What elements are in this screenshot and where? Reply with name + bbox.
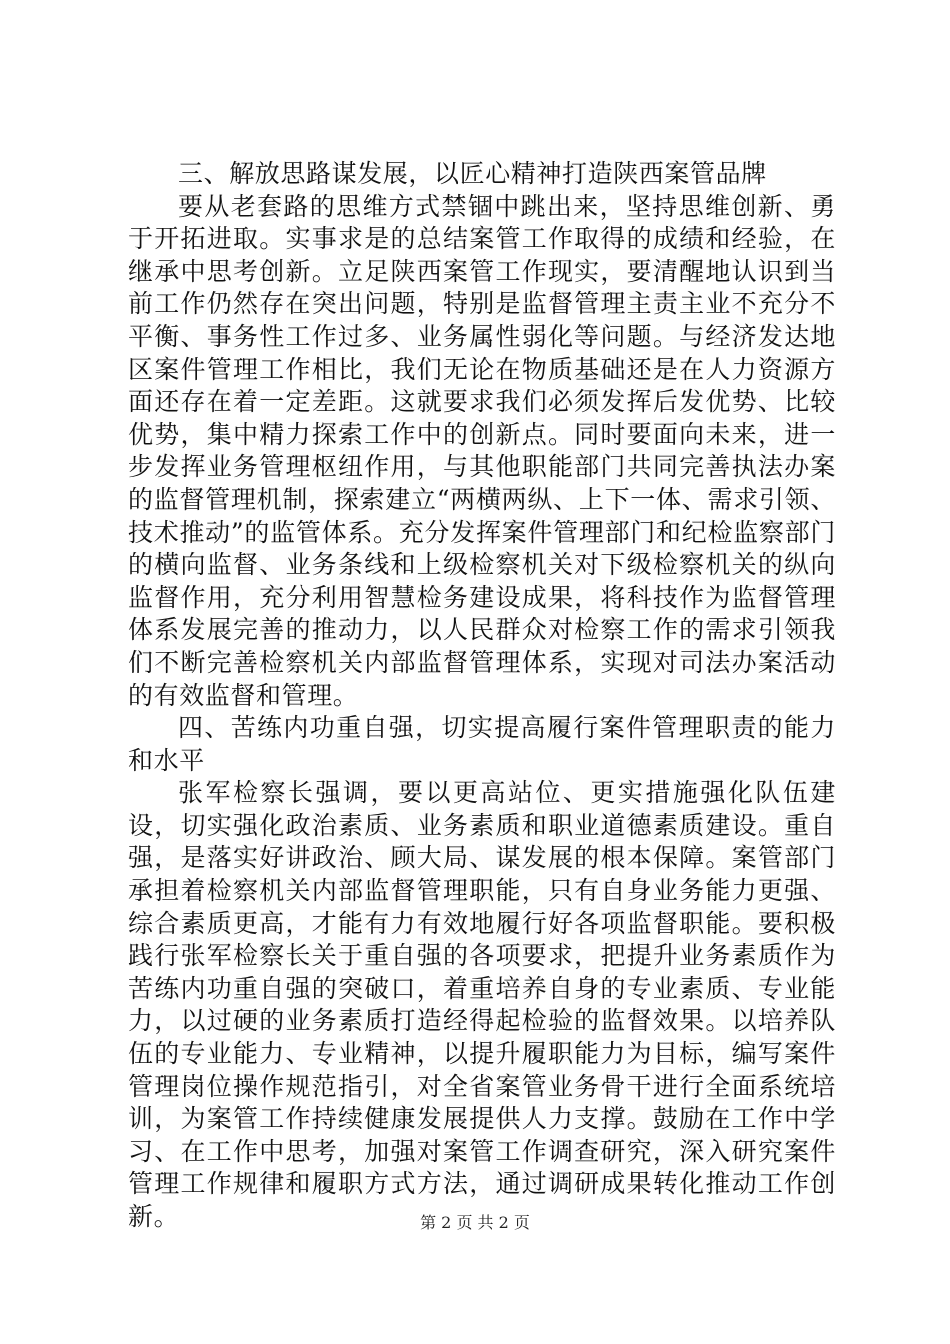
section-heading-3: 三、解放思路谋发展，以匠心精神打造陕西案管品牌 (178, 159, 767, 188)
document-body (128, 158, 836, 1234)
body-paragraph-2: 张军检察长强调，要以更高站位、更实措施强化队伍建设，切实强化政治素质、业务素质和职业道德素质建设。重自强，是落实好讲政治、顾大局、谋发展的根本保障。案管部门承担着检察机关内部监督管理职能，只有自身业务能力更强、综合素质更高，才能有力有效地履行好各项监督职能。要积极践行张军检察长关于重自强的各项要求，把提升业务素质作为苦练内功重自强的突破口，着重培养自身的专业素质、专业能力，以过硬的业务素质打造经得起检验的监督效果。以培养队伍的专业能力、专业精神，以提升履职能力为目标，编写案件管理岗位操作规范指引，对全省案管业务骨干进行全面系统培训，为案管工作持续健康发展提供人力支撑。鼓励在工作中学习、在工作中思考，加强对案管工作调查研究，深入研究案件管理工作规律和履职方式方法，通过调研成果转化推动工作创新。 (128, 778, 836, 1231)
section-heading-4: 四、苦练内功重自强，切实提高履行案件管理职责的能力和水平 (128, 713, 836, 775)
body-paragraph-1: 要从老套路的思维方式禁锢中跳出来，坚持思维创新、勇于开拓进取。实事求是的总结案管工作取得的成绩和经验，在继承中思考创新。立足陕西案管工作现实，要清醒地认识到当前工作仍然存在突出问题，特别是监督管理主责主业不充分不平衡、事务性工作过多、业务属性弱化等问题。与经济发达地区案件管理工作相比，我们无论在物质基础还是在人力资源方面还存在着一定差距。这就要求我们必须发挥后发优势、比较优势，集中精力探索工作中的创新点。同时要面向未来，进一步发挥业务管理枢纽作用，与其他职能部门共同完善执法办案的监督管理机制，探索建立“两横两纵、上下一体、需求引领、技术推动”的监管体系。充分发挥案件管理部门和纪检监察部门的横向监督、业务条线和上级检察机关对下级检察机关的纵向监督作用，充分利用智慧检务建设成果，将科技作为监督管理体系发展完善的推动力，以人民群众对检察工作的需求引领我们不断完善检察机关内部监督管理体系，实现对司法办案活动的有效监督和管理。 (128, 191, 836, 710)
page-footer: 第 2 页 共 2 页 (420, 1213, 530, 1232)
